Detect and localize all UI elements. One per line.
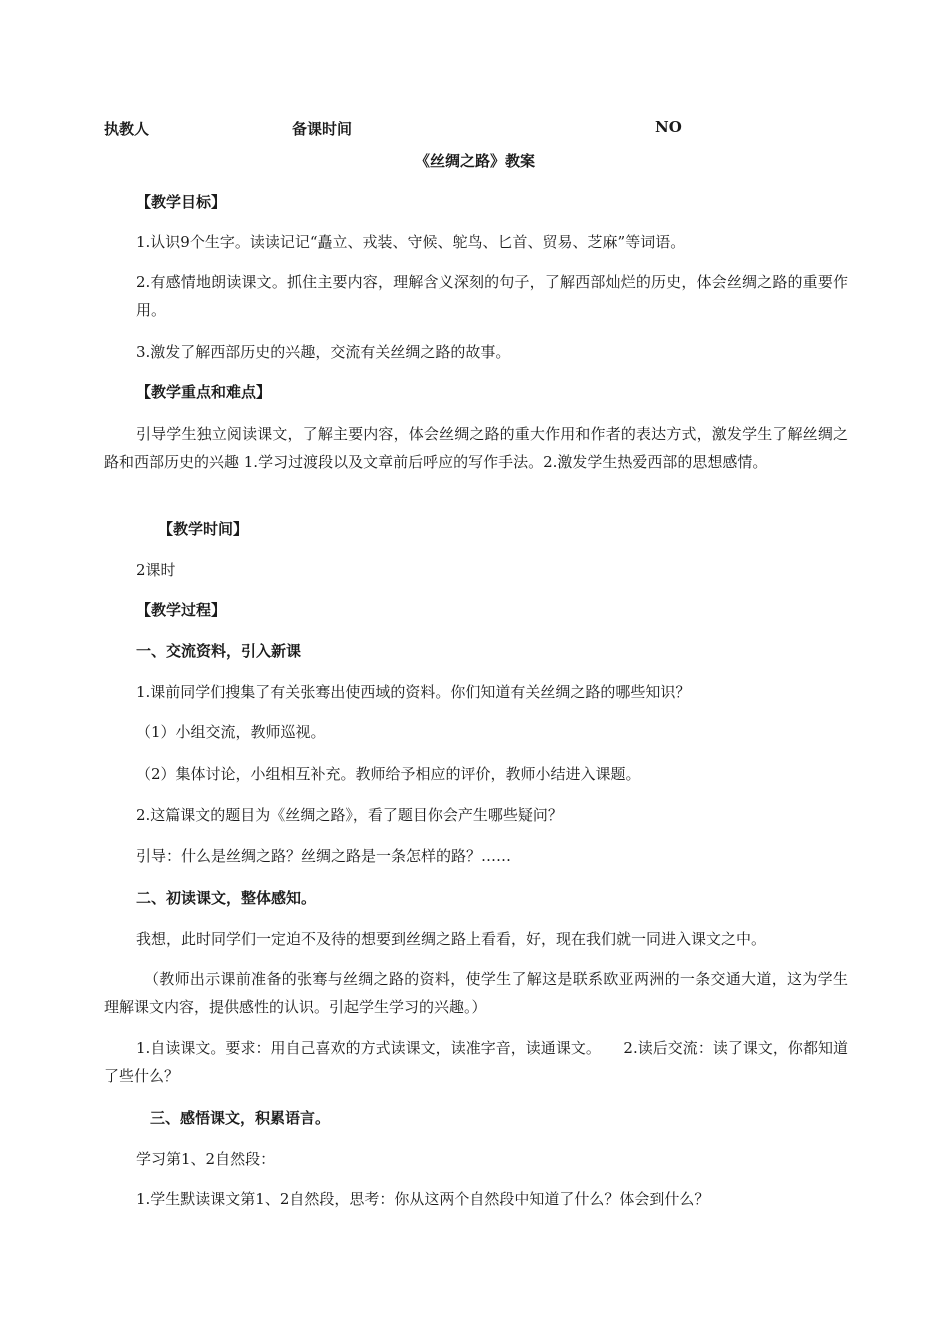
part2-heading: 二、初读课文，整体感知。 [136, 889, 317, 907]
time-heading: 【教学时间】 [158, 520, 249, 538]
part3-heading: 三、感悟课文，积累语言。 [150, 1109, 331, 1127]
part1-guide: 引导：什么是丝绸之路？丝绸之路是一条怎样的路？…… [136, 847, 512, 865]
goal-3: 3.激发了解西部历史的兴趣，交流有关丝绸之路的故事。 [136, 343, 511, 361]
part1-item1a: （1）小组交流，教师巡视。 [136, 723, 326, 741]
part2-steps: 1.自读课文。要求：用自己喜欢的方式读课文，读准字音，读通课文。 2.读后交流：读了课文，你都知道了些什么？ [104, 1039, 848, 1085]
document-title: 《丝绸之路》教案 [414, 152, 535, 170]
part2-note: （教师出示课前准备的张骞与丝绸之路的资料，使学生了解这是联系欧亚两洲的一条交通大道，这为学生理解课文内容，提供感性的认识。引起学生学习的兴趣。） [104, 970, 848, 1016]
key-points-text: 引导学生独立阅读课文，了解主要内容，体会丝绸之路的重大作用和作者的表达方式，激发学生了解丝绸之路和西部历史的兴趣 1.学习过渡段以及文章前后呼应的写作手法。2.激发学生热爱西部的思想感情。 [104, 425, 848, 471]
number-label: NO [655, 118, 682, 136]
part3-item1: 1.学生默读课文第1、2自然段，思考：你从这两个自然段中知道了什么？体会到什么？ [136, 1190, 710, 1208]
header-row [0, 118, 950, 140]
goal-1: 1.认识9个生字。读读记记“矗立、戎装、守候、鸵鸟、匕首、贸易、芝麻”等词语。 [136, 233, 686, 251]
part1-item1b: （2）集体讨论，小组相互补充。教师给予相应的评价，教师小结进入课题。 [136, 765, 641, 783]
key-points-heading: 【教学重点和难点】 [136, 383, 272, 401]
process-heading: 【教学过程】 [136, 601, 227, 619]
part1-item2: 2.这篇课文的题目为《丝绸之路》，看了题目你会产生哪些疑问？ [136, 806, 563, 824]
goal-2: 2.有感情地朗读课文。抓住主要内容，理解含义深刻的句子，了解西部灿烂的历史，体会丝绸之路的重要作用。 [136, 273, 848, 319]
teacher-label: 执教人 [104, 120, 150, 138]
part1-heading: 一、交流资料，引入新课 [136, 642, 302, 660]
time-text: 2课时 [136, 561, 176, 579]
part1-item1: 1.课前同学们搜集了有关张骞出使西域的资料。你们知道有关丝绸之路的哪些知识？ [136, 683, 691, 701]
goals-heading: 【教学目标】 [136, 193, 227, 211]
part3-intro: 学习第1、2自然段： [136, 1150, 276, 1168]
prep-time-label: 备课时间 [292, 120, 353, 138]
part2-intro: 我想，此时同学们一定迫不及待的想要到丝绸之路上看看，好，现在我们就一同进入课文之中。 [136, 930, 767, 948]
